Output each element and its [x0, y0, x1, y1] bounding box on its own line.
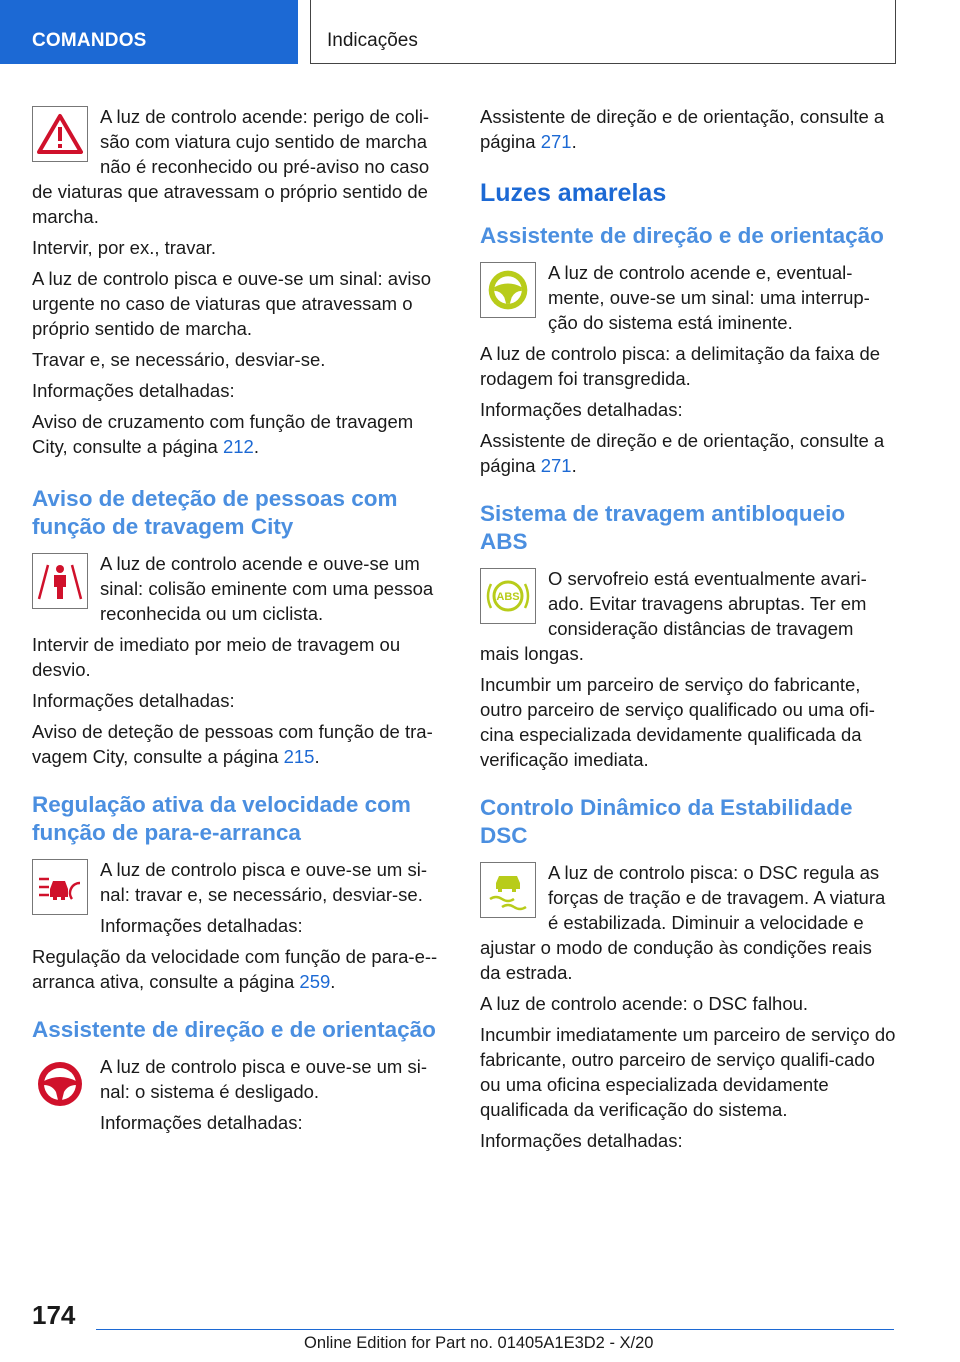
pedestrian-warning-block [32, 551, 448, 632]
abs-heading: Sistema de travagem antibloqueio ABS [480, 501, 846, 554]
details-label: Informações detalhadas: [32, 690, 235, 711]
steering-yellow-reference: Assistente de direção e de orientação, consulte a página 271. [480, 430, 885, 476]
steering-reference-cont: Assistente de direção e de orientação, consulte a página 271. [480, 106, 885, 152]
steering-yellow-block [480, 260, 896, 341]
warning-triangle-icon [32, 106, 88, 162]
collision-warning-block [32, 104, 448, 235]
page-link-271[interactable]: 271 [540, 131, 572, 152]
left-column [32, 104, 448, 1141]
abs-service-text: Incumbir um parceiro de serviço do fabricante, outro parceiro de serviço qualificado ou uma ofi-cina especializada devidamente qualificada da verificação imediata. [480, 674, 875, 770]
details-label: Informações detalhadas: [100, 1112, 303, 1133]
abs-icon-label: ABS [496, 591, 520, 603]
dsc-heading: Controlo Dinâmico da Estabilidade DSC [480, 795, 853, 848]
dsc-flash-text: A luz de controlo pisca: o DSC regula as forças de tração e de travagem. A viatura é estabilizada. Diminuir a velocidade e ajustar o modo de condução às condições reais da estrada. [480, 862, 886, 983]
dsc-block [480, 860, 896, 991]
dsc-failed-text: A luz de controlo acende: o DSC falhou. [480, 993, 809, 1014]
page-number: 174 [32, 1300, 76, 1330]
steering-wheel-yellow-icon [480, 262, 536, 318]
acc-text: A luz de controlo pisca e ouve-se um si-nal: travar e, se necessário, desviar-se. [100, 859, 427, 905]
details-label: Informações detalhadas: [100, 915, 303, 936]
details-label: Informações detalhadas: [480, 399, 683, 420]
abs-block [480, 566, 896, 672]
pedestrian-reference: Aviso de deteção de pessoas com função de tra-vagem City, consulte a página 215. [32, 721, 433, 767]
steering-yellow-heading: Assistente de direção e de orientação [480, 223, 884, 248]
steering-wheel-red-icon [32, 1056, 88, 1112]
abs-icon [480, 568, 536, 624]
pedestrian-warning-icon [32, 553, 88, 609]
steering-red-block [32, 1054, 448, 1141]
collision-warning-text: A luz de controlo acende: perigo de coli-são com viatura cujo sentido de marcha não é reconhecido ou pré-aviso no caso de viaturas que atravessam o próprio sentido de marcha. [32, 106, 430, 227]
yellow-lights-heading: Luzes amarelas [480, 179, 667, 207]
footer-edition: Online Edition for Part no. 01405A1E3D2 - X/20 [304, 1334, 654, 1352]
lane-departure-text: A luz de controlo pisca: a delimitação da faixa de rodagem foi transgredida. [480, 343, 881, 389]
footer-rule [96, 1329, 894, 1330]
collision-action-text: Intervir, por ex., travar. [32, 237, 217, 258]
steering-red-heading: Assistente de direção e de orientação [32, 1017, 436, 1042]
acc-reference: Regulação da velocidade com função de para-e--arranca ativa, consulte a página 259. [32, 946, 438, 992]
right-column [480, 104, 896, 1159]
acc-warning-icon [32, 859, 88, 915]
crossing-reference: Aviso de cruzamento com função de travagem City, consulte a página 212. [32, 411, 414, 457]
steering-red-text: A luz de controlo pisca e ouve-se um si-nal: o sistema é desligado. [100, 1056, 427, 1102]
dsc-service-text: Incumbir imediatamente um parceiro de serviço do fabricante, outro parceiro de serviço qualifi-cado ou uma oficina especializada devidamente qualificada da verificação do sistema. [480, 1024, 896, 1120]
dsc-icon [480, 862, 536, 918]
details-label: Informações detalhadas: [480, 1130, 683, 1151]
steering-yellow-text: A luz de controlo acende e, eventual-mente, ouve-se um sinal: uma interrup-ção do sistema está iminente. [548, 262, 870, 333]
collision-flash-text: A luz de controlo pisca e ouve-se um sinal: aviso urgente no caso de viaturas que atravessam o próprio sentido de marcha. [32, 268, 431, 339]
pedestrian-action-text: Intervir de imediato por meio de travagem ou desvio. [32, 634, 401, 680]
pedestrian-warning-heading: Aviso de deteção de pessoas com função de travagem City [32, 486, 398, 539]
collision-brake-text: Travar e, se necessário, desviar-se. [32, 349, 326, 370]
page-link-212[interactable]: 212 [222, 436, 254, 457]
page-link-215[interactable]: 215 [283, 746, 315, 767]
page-link-259[interactable]: 259 [299, 971, 331, 992]
chapter-tab: COMANDOS [0, 0, 298, 64]
details-label: Informações detalhadas: [32, 380, 235, 401]
abs-text: O servofreio está eventualmente avari-ado. Evitar travagens abruptas. Ter em consideração distâncias de travagem mais longas. [480, 568, 867, 664]
acc-heading: Regulação ativa da velocidade com função de para-e-arranca [32, 792, 411, 845]
section-header: Indicações [310, 0, 896, 64]
page-link-271[interactable]: 271 [540, 455, 572, 476]
pedestrian-warning-text: A luz de controlo acende e ouve-se um sinal: colisão eminente com uma pessoa reconhecida ou um ciclista. [100, 553, 434, 624]
acc-block [32, 857, 448, 944]
